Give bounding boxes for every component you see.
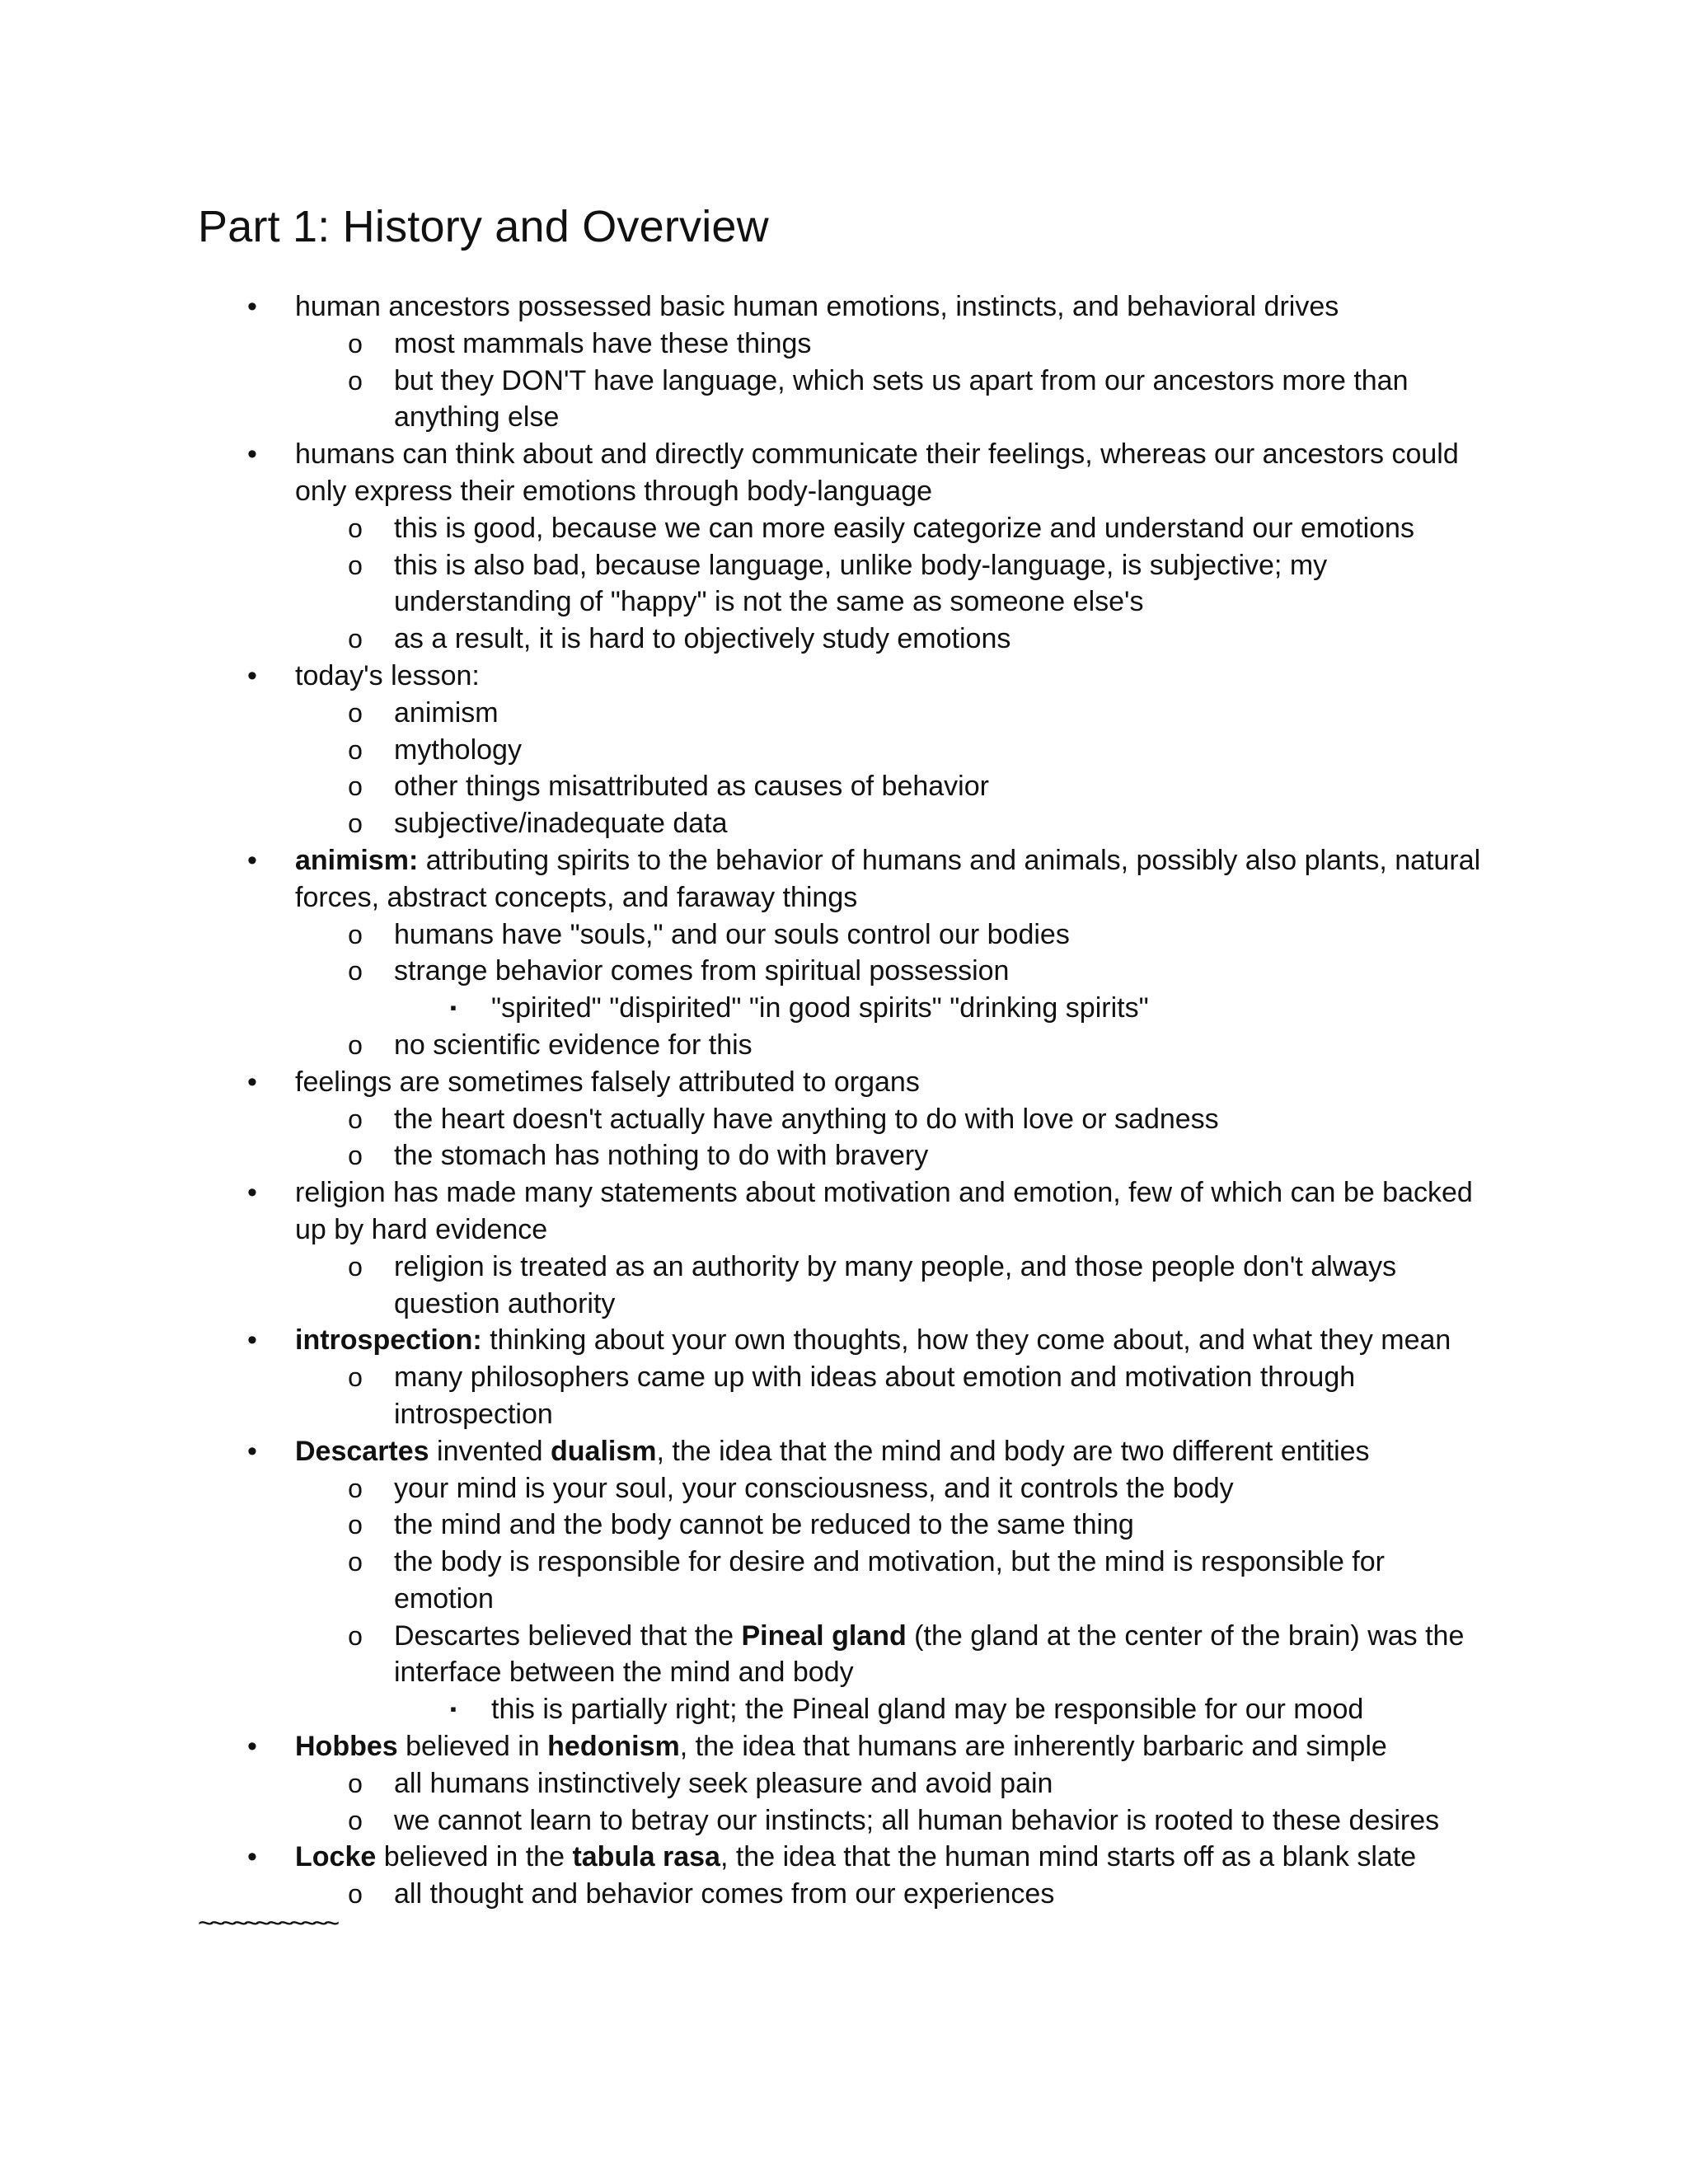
bullet-circle-icon: o	[348, 1879, 363, 1910]
list-item-text	[394, 1359, 1355, 1396]
list-item-text	[394, 326, 811, 363]
text-run: understanding of "happy" is not the same as someone else's	[394, 586, 1144, 618]
list-item-continuation	[0, 1212, 1688, 1249]
text-run: believed in	[397, 1731, 548, 1763]
list-item-text	[394, 547, 1327, 584]
list-item	[0, 805, 1688, 842]
text-run: this is partially right; the Pineal gland may be responsible for our mood	[491, 1694, 1364, 1726]
list-item-continuation	[0, 1286, 1688, 1323]
text-run: animism	[394, 696, 499, 729]
list-item	[0, 953, 1688, 990]
list-item	[0, 621, 1688, 658]
bold-term: animism:	[295, 844, 419, 876]
text-run: thinking about your own thoughts, how they come about, and what they mean	[481, 1324, 1451, 1357]
bullet-circle-icon: o	[348, 1620, 363, 1651]
text-run: interface between the mind and body	[394, 1657, 854, 1689]
list-item	[0, 1470, 1688, 1507]
list-item	[0, 695, 1688, 732]
bullet-circle-icon: o	[348, 808, 363, 839]
bold-term: Locke	[295, 1841, 377, 1873]
list-item	[0, 732, 1688, 769]
list-item-text	[394, 953, 1009, 990]
list-item-text	[394, 732, 522, 769]
list-item	[0, 1249, 1688, 1286]
bullet-circle-icon: o	[348, 328, 363, 359]
list-item-text	[394, 1249, 1396, 1286]
list-item	[0, 326, 1688, 363]
text-run: mythology	[394, 733, 522, 766]
text-run: the mind and the body cannot be reduced to the same thing	[394, 1509, 1134, 1541]
list-item	[0, 1322, 1688, 1359]
list-item	[0, 1728, 1688, 1765]
list-item	[0, 1027, 1688, 1064]
list-item-text	[295, 658, 480, 695]
text-run: subjective/inadequate data	[394, 808, 728, 840]
bullet-disc-icon: •	[247, 1177, 257, 1209]
list-item	[0, 916, 1688, 954]
list-item	[0, 990, 1688, 1027]
bullet-disc-icon: •	[247, 1841, 257, 1873]
text-run: all thought and behavior comes from our experiences	[394, 1878, 1055, 1910]
bullet-disc-icon: •	[247, 844, 257, 876]
bold-term: Pineal gland	[741, 1619, 907, 1652]
list-item-text	[394, 1765, 1053, 1802]
list-item-continuation	[0, 1396, 1688, 1433]
bullet-circle-icon: o	[348, 365, 363, 396]
list-item	[0, 1839, 1688, 1876]
text-run: all humans instinctively seek pleasure and avoid pain	[394, 1767, 1053, 1799]
text-run: human ancestors possessed basic human emotions, instincts, and behavioral drives	[295, 291, 1339, 322]
bullet-circle-icon: o	[348, 956, 363, 987]
list-item-text	[295, 1322, 1451, 1359]
bullet-circle-icon: o	[348, 1547, 363, 1577]
list-item-text	[394, 583, 1144, 621]
list-item-text	[394, 510, 1414, 547]
text-run: attributing spirits to the behavior of humans and animals, possibly also plants, natural	[418, 844, 1481, 876]
list-item-text	[394, 1396, 553, 1433]
list-item-text	[394, 1507, 1134, 1544]
list-item-continuation	[0, 1654, 1688, 1691]
list-item	[0, 1433, 1688, 1470]
list-item-text	[394, 1654, 854, 1691]
bold-term: tabula rasa	[572, 1841, 720, 1873]
list-item	[0, 658, 1688, 695]
bullet-square-icon: ▪	[450, 997, 457, 1019]
bullet-circle-icon: o	[348, 513, 363, 543]
text-run: up by hard evidence	[295, 1213, 548, 1245]
bullet-circle-icon: o	[348, 1104, 363, 1134]
text-run: the stomach has nothing to do with bravery	[394, 1140, 929, 1172]
bold-term: dualism	[551, 1435, 657, 1467]
bullet-circle-icon: o	[348, 550, 363, 580]
text-run: but they DON'T have language, which sets us apart from our ancestors more than	[394, 364, 1409, 396]
list-item-text	[295, 1433, 1370, 1470]
list-item-text	[295, 473, 932, 510]
text-run: religion has made many statements about motivation and emotion, few of which can be backed	[295, 1177, 1473, 1209]
text-run: this is also bad, because language, unlike body-language, is subjective; my	[394, 549, 1328, 581]
text-run: , the idea that the mind and body are two different entities	[656, 1435, 1370, 1467]
list-item	[0, 1137, 1688, 1174]
text-run: strange behavior comes from spiritual possession	[394, 955, 1010, 987]
text-run: (the gland at the center of the brain) was the	[906, 1619, 1465, 1652]
text-run: believed in the	[376, 1841, 573, 1873]
list-item-continuation	[0, 583, 1688, 621]
list-item-text	[394, 805, 728, 842]
bullet-circle-icon: o	[348, 1510, 363, 1540]
list-item	[0, 363, 1688, 400]
list-item-text	[295, 1728, 1387, 1765]
list-item	[0, 842, 1688, 879]
notes-list	[0, 288, 1688, 1913]
list-item-text	[394, 1544, 1385, 1581]
bold-term: Hobbes	[295, 1731, 398, 1763]
list-item-text	[491, 990, 1149, 1027]
bullet-disc-icon: •	[247, 1435, 257, 1467]
list-item-text	[295, 1064, 920, 1101]
bullet-circle-icon: o	[348, 624, 363, 654]
text-run: other things misattributed as causes of behavior	[394, 771, 989, 803]
text-run: question authority	[394, 1287, 616, 1319]
list-item	[0, 288, 1688, 326]
list-item-continuation	[0, 473, 1688, 510]
list-item-text	[394, 1137, 928, 1174]
bullet-circle-icon: o	[348, 1141, 363, 1171]
bullet-circle-icon: o	[348, 1251, 363, 1282]
list-item-text	[295, 288, 1339, 326]
list-item	[0, 547, 1688, 584]
list-item	[0, 768, 1688, 805]
bullet-circle-icon: o	[348, 1473, 363, 1503]
text-run: feelings are sometimes falsely attributed to organs	[295, 1066, 920, 1098]
list-item	[0, 1691, 1688, 1728]
list-item-text	[394, 1027, 753, 1064]
list-item-text	[394, 1618, 1464, 1655]
text-run: as a result, it is hard to objectively study emotions	[394, 623, 1011, 655]
list-item	[0, 436, 1688, 473]
bullet-circle-icon: o	[348, 1362, 363, 1393]
text-run: religion is treated as an authority by many people, and those people don't always	[394, 1250, 1397, 1282]
list-item	[0, 1618, 1688, 1655]
text-run: only express their emotions through body-language	[295, 475, 933, 507]
list-item-text	[394, 1101, 1219, 1138]
list-item-text	[394, 1581, 494, 1618]
text-run: the body is responsible for desire and motivation, but the mind is responsible for	[394, 1546, 1385, 1578]
list-item-text	[394, 1470, 1234, 1507]
list-item	[0, 1101, 1688, 1138]
bold-term: hedonism	[547, 1731, 680, 1763]
section-separator: ~~~~~~~~~~~~	[198, 1908, 335, 1939]
page-title: Part 1: History and Overview	[198, 202, 769, 251]
text-run: forces, abstract concepts, and faraway things	[295, 881, 858, 913]
bullet-disc-icon: •	[247, 1066, 257, 1098]
text-run: anything else	[394, 401, 560, 434]
text-run: humans can think about and directly communicate their feelings, whereas our ancestors could	[295, 438, 1459, 471]
bold-term: Descartes	[295, 1435, 429, 1467]
list-item-text	[394, 399, 559, 436]
bullet-circle-icon: o	[348, 1768, 363, 1798]
bold-term: introspection:	[295, 1324, 482, 1357]
list-item-continuation	[0, 399, 1688, 436]
list-item	[0, 510, 1688, 547]
bullet-circle-icon: o	[348, 697, 363, 728]
list-item	[0, 1064, 1688, 1101]
text-run: Descartes believed that the	[394, 1619, 742, 1652]
text-run: "spirited" "dispirited" "in good spirits" "drinking spirits"	[491, 992, 1149, 1024]
list-item	[0, 1765, 1688, 1802]
text-run: introspection	[394, 1398, 553, 1430]
list-item-text	[295, 842, 1480, 879]
list-item	[0, 1174, 1688, 1212]
bullet-disc-icon: •	[247, 1731, 257, 1763]
text-run: many philosophers came up with ideas about emotion and motivation through	[394, 1361, 1356, 1394]
list-item-text	[295, 436, 1459, 473]
bullet-disc-icon: •	[247, 291, 257, 322]
bullet-disc-icon: •	[247, 438, 257, 471]
text-run: , the idea that the human mind starts off as a blank slate	[720, 1841, 1417, 1873]
text-run: humans have "souls," and our souls control our bodies	[394, 918, 1070, 950]
bullet-disc-icon: •	[247, 1324, 257, 1357]
bullet-circle-icon: o	[348, 734, 363, 765]
bullet-disc-icon: •	[247, 659, 257, 691]
list-item-text	[394, 1802, 1439, 1840]
text-run: invented	[429, 1435, 551, 1467]
bullet-circle-icon: o	[348, 1029, 363, 1060]
list-item-text	[295, 1174, 1473, 1212]
text-run: we cannot learn to betray our instincts; all human behavior is rooted to these desires	[394, 1804, 1440, 1836]
list-item-text	[394, 916, 1070, 954]
text-run: today's lesson:	[295, 659, 480, 691]
list-item-text	[491, 1691, 1363, 1728]
list-item	[0, 1544, 1688, 1581]
bullet-circle-icon: o	[348, 1805, 363, 1835]
list-item-text	[394, 363, 1409, 400]
text-run: , the idea that humans are inherently barbaric and simple	[679, 1731, 1387, 1763]
text-run: the heart doesn't actually have anything to do with love or sadness	[394, 1103, 1219, 1135]
list-item-text	[394, 768, 989, 805]
text-run: no scientific evidence for this	[394, 1029, 753, 1061]
list-item	[0, 1359, 1688, 1396]
text-run: emotion	[394, 1582, 494, 1615]
bullet-circle-icon: o	[348, 919, 363, 949]
bullet-square-icon: ▪	[450, 1699, 457, 1720]
list-item-text	[394, 1286, 615, 1323]
list-item	[0, 1507, 1688, 1544]
text-run: this is good, because we can more easily categorize and understand our emotions	[394, 512, 1414, 544]
list-item-text	[394, 695, 499, 732]
list-item-text	[394, 621, 1010, 658]
list-item-continuation	[0, 879, 1688, 916]
text-run: most mammals have these things	[394, 327, 812, 359]
list-item-text	[295, 879, 857, 916]
list-item-continuation	[0, 1581, 1688, 1618]
list-item-text	[295, 1212, 547, 1249]
list-item	[0, 1802, 1688, 1840]
list-item-text	[295, 1839, 1416, 1876]
bullet-circle-icon: o	[348, 771, 363, 802]
list-item-text	[394, 1876, 1054, 1913]
text-run: your mind is your soul, your consciousness, and it controls the body	[394, 1472, 1234, 1504]
